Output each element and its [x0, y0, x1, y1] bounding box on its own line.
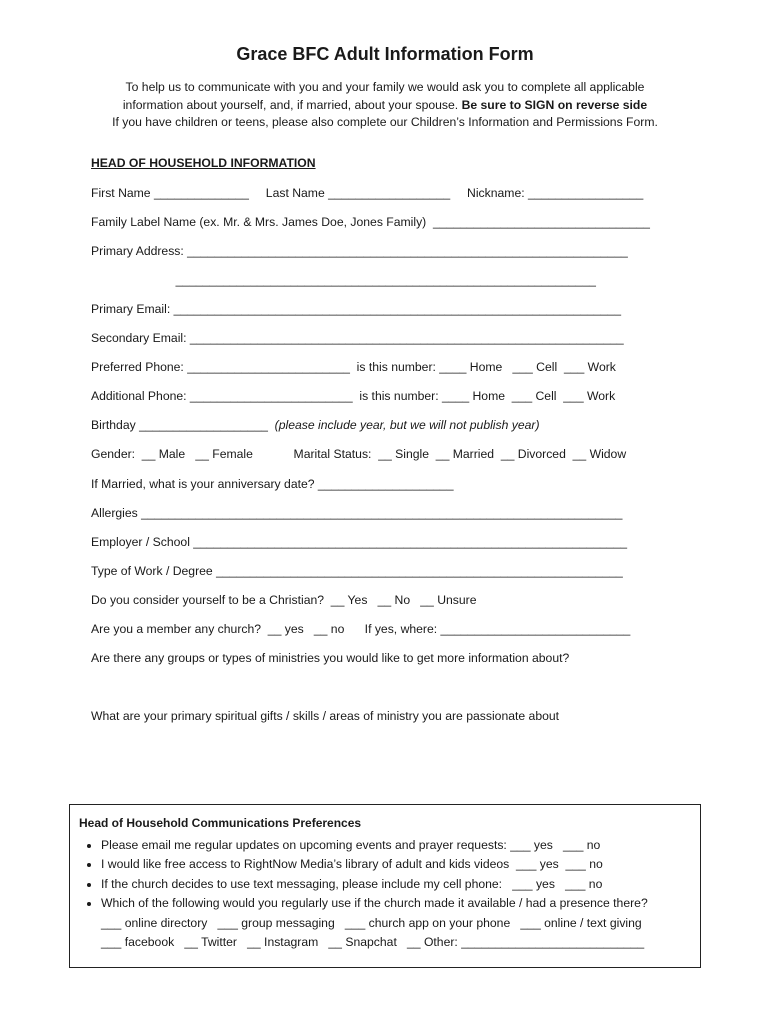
communications-preferences-box — [69, 804, 701, 968]
preferences-title: Head of Household Communications Preferences — [79, 816, 362, 830]
intro-line-1: To help us to communicate with you and your family we would ask you to complete all applicable — [125, 80, 645, 94]
intro-line-2 — [40, 97, 730, 115]
rightnow-media-option[interactable]: • I would like free access to RightNow Media’s library of adult and kids videos ___ yes ___ no — [101, 855, 648, 874]
birthday-label: Birthday ___________________ — [91, 418, 275, 432]
employer-field[interactable]: Employer / School ________________________________________________________________ — [91, 535, 628, 549]
intro-line-2-text: information about yourself, and, if married, about your spouse. — [122, 97, 462, 112]
secondary-email-field[interactable]: Secondary Email: ________________________________________________________________ — [91, 331, 624, 345]
work-type-field[interactable]: Type of Work / Degree ____________________________________________________________ — [91, 564, 623, 578]
ministries-question: Are there any groups or types of ministries you would like to get more information about? — [91, 651, 570, 665]
family-label-field[interactable]: Family Label Name (ex. Mr. & Mrs. James Doe, Jones Family) ________________________________ — [91, 215, 650, 229]
presence-options[interactable] — [101, 894, 648, 952]
anniversary-field[interactable]: If Married, what is your anniversary date? ____________________ — [91, 477, 454, 491]
christian-question[interactable]: Do you consider yourself to be a Christian? __ Yes __ No __ Unsure — [91, 593, 477, 607]
additional-phone-field[interactable]: Additional Phone: ________________________ is this number: ____ Home ___ Cell ___ Work — [91, 389, 616, 403]
sign-reminder: Be sure to SIGN on reverse side — [461, 97, 648, 112]
intro-line-3: If you have children or teens, please also complete our Children’s Information and Permissions Form. — [112, 115, 658, 129]
presence-choices-line-1[interactable]: ___ online directory ___ group messaging ___ church app on your phone ___ online / text giving — [101, 915, 642, 930]
primary-email-field[interactable]: Primary Email: __________________________________________________________________ — [91, 302, 621, 316]
primary-address-field[interactable]: Primary Address: _________________________________________________________________ — [91, 244, 628, 258]
text-messaging-option[interactable]: • If the church decides to use text messaging, please include my cell phone: ___ yes ___ no — [101, 875, 648, 894]
preferred-phone-field[interactable]: Preferred Phone: ________________________ is this number: ____ Home ___ Cell ___ Work — [91, 360, 616, 374]
allergies-field[interactable]: Allergies _______________________________________________________________________ — [91, 506, 623, 520]
presence-question: Which of the following would you regularly use if the church made it available / had a presence there? — [101, 896, 648, 911]
intro-text — [40, 79, 730, 132]
form-title: Grace BFC Adult Information Form — [236, 44, 534, 64]
email-updates-option[interactable]: • Please email me regular updates on upcoming events and prayer requests: ___ yes ___ no — [101, 836, 648, 855]
birthday-note: (please include year, but we will not publish year) — [274, 418, 540, 432]
birthday-field[interactable] — [91, 418, 540, 432]
gender-marital-field[interactable]: Gender: __ Male __ Female Marital Status: __ Single __ Married __ Divorced __ Widow — [91, 447, 627, 461]
name-fields[interactable]: First Name ______________ Last Name __________________ Nickname: _________________ — [91, 186, 644, 200]
spiritual-gifts-question: What are your primary spiritual gifts / skills / areas of ministry you are passionate about — [91, 709, 560, 723]
church-member-question[interactable]: Are you a member any church? __ yes __ no If yes, where: ____________________________ — [91, 622, 631, 636]
preferences-list — [79, 836, 648, 952]
address-line-2-field[interactable]: ______________________________________________________________ — [91, 273, 596, 287]
presence-choices-line-2[interactable]: ___ facebook __ Twitter __ Instagram __ Snapchat __ Other: ___________________________ — [101, 935, 645, 950]
section-heading: HEAD OF HOUSEHOLD INFORMATION — [91, 156, 316, 170]
